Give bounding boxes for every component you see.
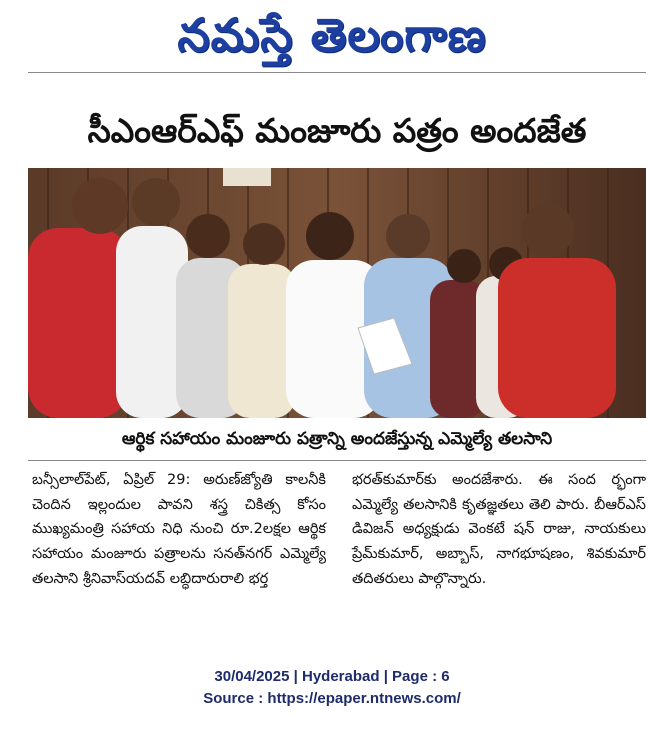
article-body-left: బన్సీలాల్‌పేట్, ఏప్రిల్ 29: అరుణ్‌జ్యోతి కాలనీకి చెందిన ఇల్లందుల పావని శస్త్ర చికిత్స కోసం ముఖ్యమంత్రి సహాయ నిధి నుంచి రూ.2లక్షల ఆర్థిక సహాయం మంజూరు పత్రాలను సనత్‌నగర్ ఎమ్మెల్యే తలసాని శ్రీనివాస్‌యదవ్ లబ్ధిదారురాలి భర్త — [32, 472, 326, 587]
article-headline: సీఎంఆర్ఎఫ్ మంజూరు పత్రం అందజేత — [87, 111, 587, 150]
article-body-right: భరత్‌కుమార్‌కు అందజేశారు. ఈ సంద ర్భంగా ఎమ్మెల్యే తలసానికి కృతజ్ఞతలు తెలి పారు. బీఆర్ఎస్ డివిజన్ అధ్యక్షుడు వెంకటే షన్ రాజు, నాయకులు ప్రేమ్‌కుమార్, అబ్బాస్, నాగభూషణం, శివకుమార్ తదితరులు పాల్గొన్నారు. — [352, 472, 646, 587]
photo-person — [228, 264, 296, 418]
photo-person — [28, 228, 128, 418]
footer-date-edition: 30/04/2025 | Hyderabad | Page : 6 — [214, 668, 450, 685]
photo-caption: ఆర్థిక సహాయం మంజూరు పత్రాన్ని అందజేస్తున్న ఎమ్మెల్యే తలసాని — [121, 429, 553, 449]
masthead-divider — [28, 72, 646, 73]
article-photo — [28, 168, 646, 418]
photo-person — [498, 258, 616, 418]
footer-source: Source : https://epaper.ntnews.com/ — [203, 690, 461, 707]
masthead-title: నమస్తే తెలంగాణ — [177, 8, 487, 62]
caption-divider — [28, 460, 646, 461]
